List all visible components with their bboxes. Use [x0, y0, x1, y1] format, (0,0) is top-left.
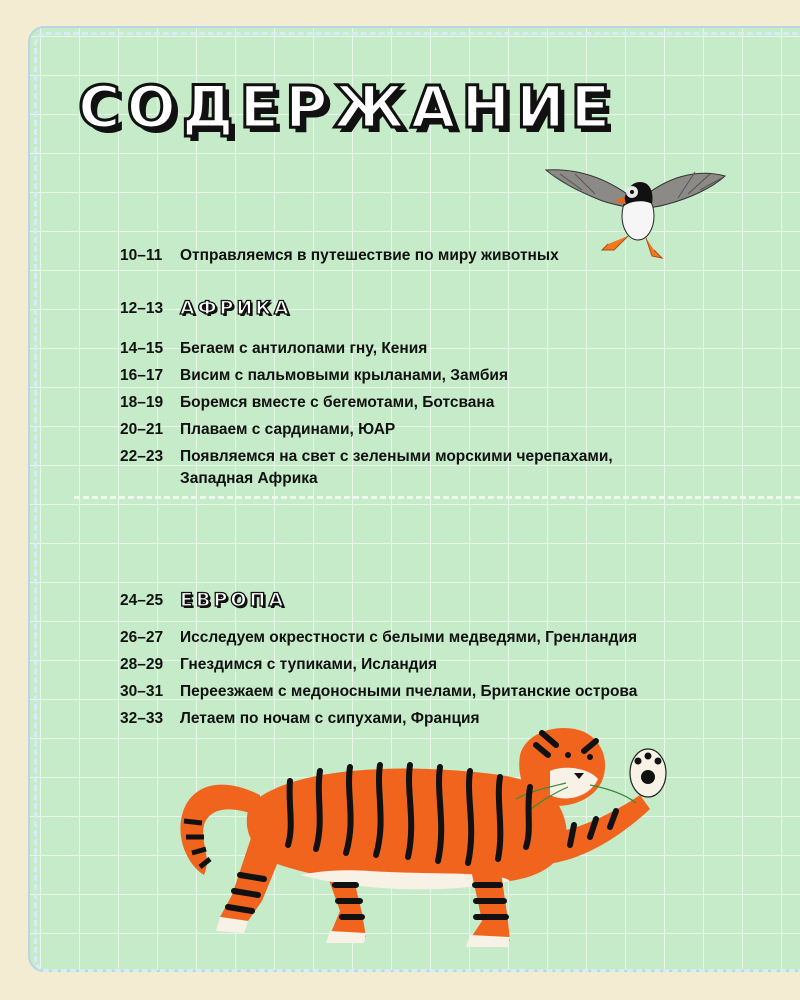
- page-range: 18–19: [120, 394, 164, 411]
- page-range: 20–21: [120, 421, 164, 438]
- page-title: СОДЕРЖАНИЕ: [78, 73, 617, 141]
- entry-text: Исследуем окрестности с белыми медведями, Гренландия: [180, 629, 638, 646]
- toc-entry: [120, 627, 637, 649]
- page-range: 26–27: [120, 629, 164, 646]
- entry-text: Переезжаем с медоносными пчелами, Британские острова: [180, 683, 638, 700]
- section-name: АФРИКА: [180, 297, 292, 319]
- entry-text: Плаваем с сардинами, ЮАР: [180, 421, 396, 438]
- page-range: 12–13: [120, 300, 164, 317]
- entry-text: Гнездимся с тупиками, Исландия: [180, 656, 438, 673]
- page-divider: [74, 496, 800, 499]
- entry-text: Бегаем с антилопами гну, Кения: [180, 340, 428, 357]
- entry-text: Отправляемся в путешествие по миру животных: [180, 247, 559, 264]
- entry-text-continued: Западная Африка: [180, 470, 318, 487]
- entry-text: Боремся вместе с бегемотами, Ботсвана: [180, 394, 495, 411]
- section-heading-europe: [120, 589, 286, 612]
- toc-entry: [120, 365, 508, 387]
- entry-text: Летаем по ночам с сипухами, Франция: [180, 710, 480, 727]
- toc-entry-intro: [120, 245, 559, 267]
- toc-entry: [120, 419, 395, 441]
- toc-entry: [120, 338, 427, 360]
- page-range: 24–25: [120, 592, 164, 609]
- page-range: 32–33: [120, 710, 164, 727]
- entry-text: Висим с пальмовыми крыланами, Замбия: [180, 367, 508, 384]
- toc-entry: [120, 654, 437, 676]
- toc-entry: [120, 681, 637, 703]
- puffin-illustration: [540, 160, 730, 270]
- page-range: 16–17: [120, 367, 164, 384]
- toc-entry: [120, 392, 494, 414]
- toc-entry: [120, 446, 613, 490]
- page-range: 28–29: [120, 656, 164, 673]
- page-range: 22–23: [120, 448, 164, 465]
- section-heading-africa: [120, 297, 292, 320]
- page-range: 14–15: [120, 340, 164, 357]
- tiger-illustration: [170, 725, 670, 950]
- page-range: 10–11: [120, 247, 163, 264]
- section-name: ЕВРОПА: [180, 589, 287, 611]
- page-range: 30–31: [120, 683, 164, 700]
- entry-text: Появляемся на свет с зелеными морскими черепахами,: [180, 448, 613, 465]
